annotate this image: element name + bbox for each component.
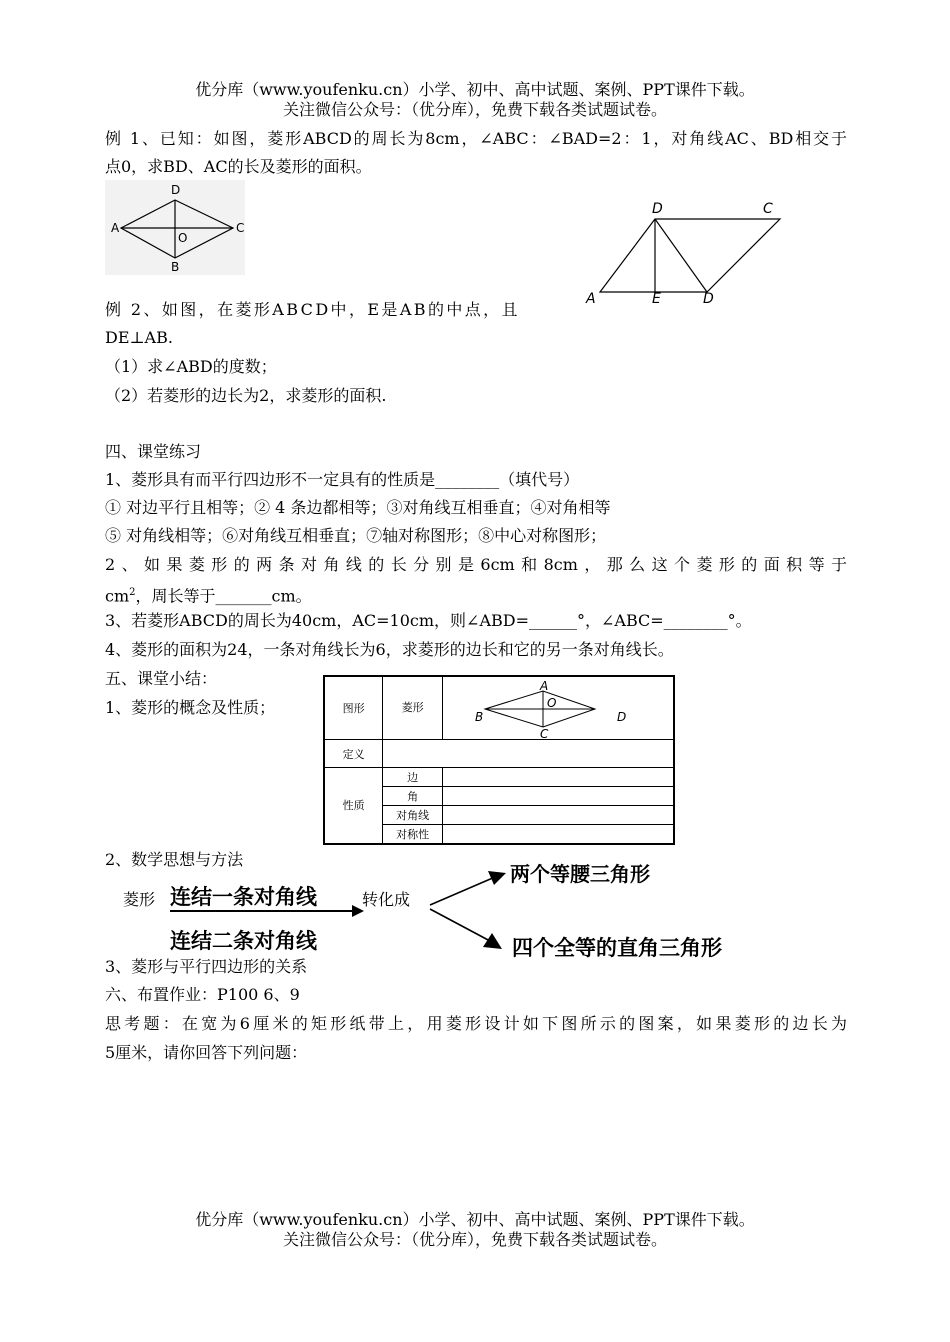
flow-down-arrow-head [483, 933, 502, 949]
section5-item2: 2、数学思想与方法 [105, 850, 244, 869]
section6-think-line1: 思考题：在宽为6厘米的矩形纸带上，用菱形设计如下图所示的图案，如果菱形的边长为 [105, 1014, 847, 1033]
header-line-1: 优分库（www.youfenku.cn）小学、初中、高中试题、案例、PPT课件下载。 [195, 80, 755, 99]
example2-q2: （2）若菱形的边长为2，求菱形的面积. [105, 386, 387, 405]
label-b: B [171, 260, 180, 274]
example2-line2: DE⊥AB. [105, 328, 173, 347]
summary-table [323, 675, 675, 845]
flow-top-text: 连结一条对角线 [170, 885, 317, 909]
section4-title: 四、课堂练习 [105, 442, 202, 461]
label-c: C [236, 221, 245, 235]
section5-item1: 1、菱形的概念及性质； [105, 698, 276, 717]
section4-q1: 1、菱形具有而平行四边形不一定具有的性质是________（填代号） [105, 470, 580, 489]
prop-side-cell [443, 768, 675, 787]
label-d: D [652, 201, 663, 217]
section6-think-line2: 5厘米，请你回答下列问题： [105, 1043, 308, 1062]
unit-cm: cm [105, 586, 130, 606]
row-figure-sub: 菱形 [383, 676, 443, 740]
label-c: C [540, 727, 549, 739]
prop-side: 边 [383, 768, 443, 787]
label-a: A [111, 221, 120, 235]
prop-diagonal: 对角线 [383, 806, 443, 825]
flow-result2: 四个全等的直角三角形 [512, 936, 722, 960]
label-o: O [547, 696, 557, 710]
prop-diagonal-cell [443, 806, 675, 825]
summary-rhombus-figure [443, 677, 673, 739]
label-b: B [475, 710, 484, 724]
row-definition-cell [383, 740, 674, 768]
flow-main-arrow-head [352, 905, 364, 917]
label-c: C [763, 201, 773, 217]
flow-bottom-text: 连结二条对角线 [170, 929, 317, 953]
footer-line-1: 优分库（www.youfenku.cn）小学、初中、高中试题、案例、PPT课件下载。 [195, 1210, 755, 1229]
example1-line1: 例 1、已知：如图，菱形ABCD的周长为8cm，∠ABC：∠BAD=2：1，对角线AC、BD相交于 [105, 129, 847, 148]
example2-line1: 例 2、如图，在菱形ABCD中，E是AB的中点，且 [105, 300, 520, 319]
section6-title: 六、布置作业：P100 6、9 [105, 985, 300, 1004]
unit-superscript: 2 [129, 587, 136, 598]
prop-angle: 角 [383, 787, 443, 806]
parallelogram-outline [600, 219, 780, 292]
row-figure-cell [443, 676, 675, 740]
example1-line2: 点0，求BD、AC的长及菱形的面积。 [105, 157, 372, 176]
section5-title: 五、课堂小结： [105, 669, 218, 688]
prop-angle-cell [443, 787, 675, 806]
label-o: O [178, 231, 188, 245]
label-a: A [540, 679, 549, 693]
example2-rhombus-figure [580, 195, 790, 310]
flow-middle: 转化成 [362, 890, 411, 909]
section4-q1-options1: ① 对边平行且相等；② 4 条边都相等；③对角线互相垂直；④对角相等 [105, 498, 611, 517]
section5-item3: 3、菱形与平行四边形的关系 [105, 957, 308, 976]
flow-down-arrow-shaft [430, 909, 490, 941]
section4-q1-options2: ⑤ 对角线相等；⑥对角线互相垂直；⑦轴对称图形；⑧中心对称图形； [105, 526, 607, 545]
section4-q3: 3、若菱形ABCD的周长为40cm，AC=10cm，则∠ABD=______°，∠ABC=________°。 [105, 611, 752, 630]
label-d: D [617, 710, 627, 724]
flow-start: 菱形 [123, 890, 156, 909]
section4-q2-line1: 2、如果菱形的两条对角线的长分别是6cm和8cm，那么这个菱形的面积等于 [105, 555, 847, 574]
prop-symmetry: 对称性 [383, 825, 443, 844]
row-definition-label: 定义 [324, 740, 383, 768]
label-a: A [586, 291, 596, 307]
example1-rhombus-figure [105, 180, 245, 275]
section4-q4: 4、菱形的面积为24，一条对角线长为6，求菱形的边长和它的另一条对角线长。 [105, 640, 674, 659]
label-e: E [652, 291, 661, 307]
example2-q1: （1）求∠ABD的度数； [105, 357, 277, 376]
flow-arrows [160, 865, 520, 955]
row-figure-label: 图形 [324, 676, 383, 740]
flow-up-arrow-shaft [430, 877, 495, 905]
label-b: D [703, 291, 714, 307]
flow-result1: 两个等腰三角形 [510, 862, 650, 886]
perimeter-blank: ，周长等于_______cm。 [135, 586, 312, 606]
footer-line-2: 关注微信公众号：（优分库），免费下载各类试题试卷。 [282, 1230, 667, 1249]
prop-symmetry-cell [443, 825, 675, 844]
label-d: D [171, 183, 181, 197]
section4-q2-line2 [105, 581, 312, 608]
row-property-label: 性质 [324, 768, 383, 844]
segment-db [655, 219, 707, 292]
header-line-2: 关注微信公众号：（优分库），免费下载各类试题试卷。 [282, 100, 667, 119]
